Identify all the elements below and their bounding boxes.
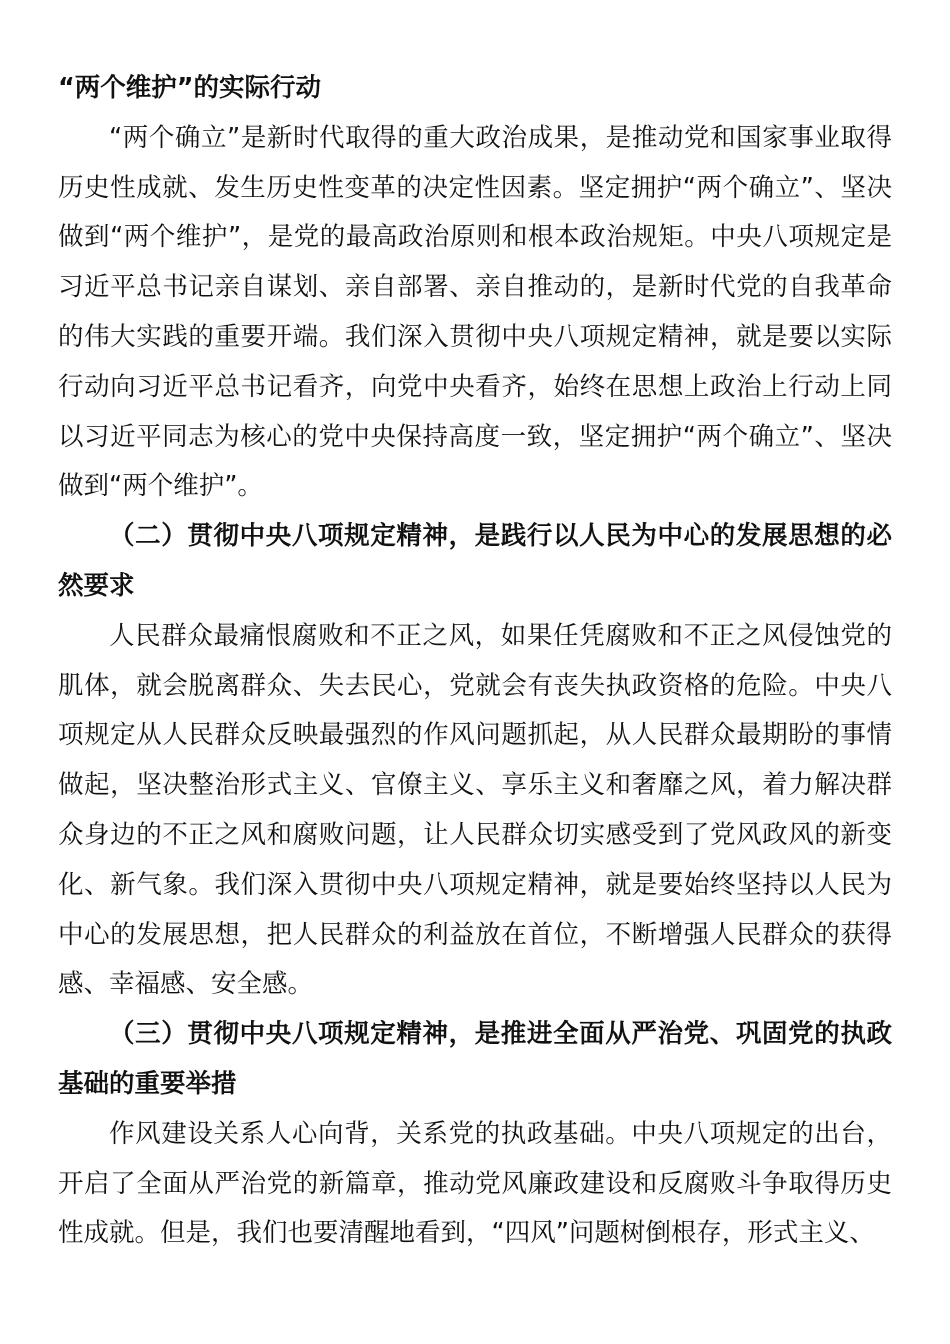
paragraph-two-establishments: “两个确立”是新时代取得的重大政治成果，是推动党和国家事业取得历史性成就、发生历史性变革的决定性因素。坚定拥护“两个确立”、坚决做到“两个维护”，是党的最高政治原则和根本政治规矩。中央八项规定是习近平总书记亲自谋划、亲自部署、亲自推动的，是新时代党的自我革命的伟大实践的重要开端。我们深入贯彻中央八项规定精神，就是要以实际行动向习近平总书记看齐，向党中央看齐，始终在思想上政治上行动上同以习近平同志为核心的党中央保持高度一致，坚定拥护“两个确立”、坚决做到“两个维护”。 [58, 122, 892, 502]
document-page [58, 64, 892, 1259]
paragraph-people-centered: 人民群众最痛恨腐败和不正之风，如果任凭腐败和不正之风侵蚀党的肌体，就会脱离群众、失去民心，党就会有丧失执政资格的危险。中央八项规定从人民群众反映最强烈的作风问题抓起，从人民群众最期盼的事情做起，坚决整治形式主义、官僚主义、享乐主义和奢靡之风，着力解决群众身边的不正之风和腐败问题，让人民群众切实感受到了党风政风的新变化、新气象。我们深入贯彻中央八项规定精神，就是要始终坚持以人民为中心的发展思想，把人民群众的利益放在首位，不断增强人民群众的获得感、幸福感、安全感。 [58, 620, 892, 1000]
paragraph-style-building: 作风建设关系人心向背，关系党的执政基础。中央八项规定的出台，开启了全面从严治党的新篇章，推动党风廉政建设和反腐败斗争取得历史性成就。但是，我们也要清醒地看到，“四风”问题树倒根存，形式主义、 [58, 1118, 892, 1249]
section-heading-3: （三）贯彻中央八项规定精神，是推进全面从严治党、巩固党的执政基础的重要举措 [58, 1019, 892, 1099]
section-heading-2: （二）贯彻中央八项规定精神，是践行以人民为中心的发展思想的必然要求 [58, 521, 892, 601]
heading-two-safeguards-action: “两个维护”的实际行动 [58, 73, 322, 103]
